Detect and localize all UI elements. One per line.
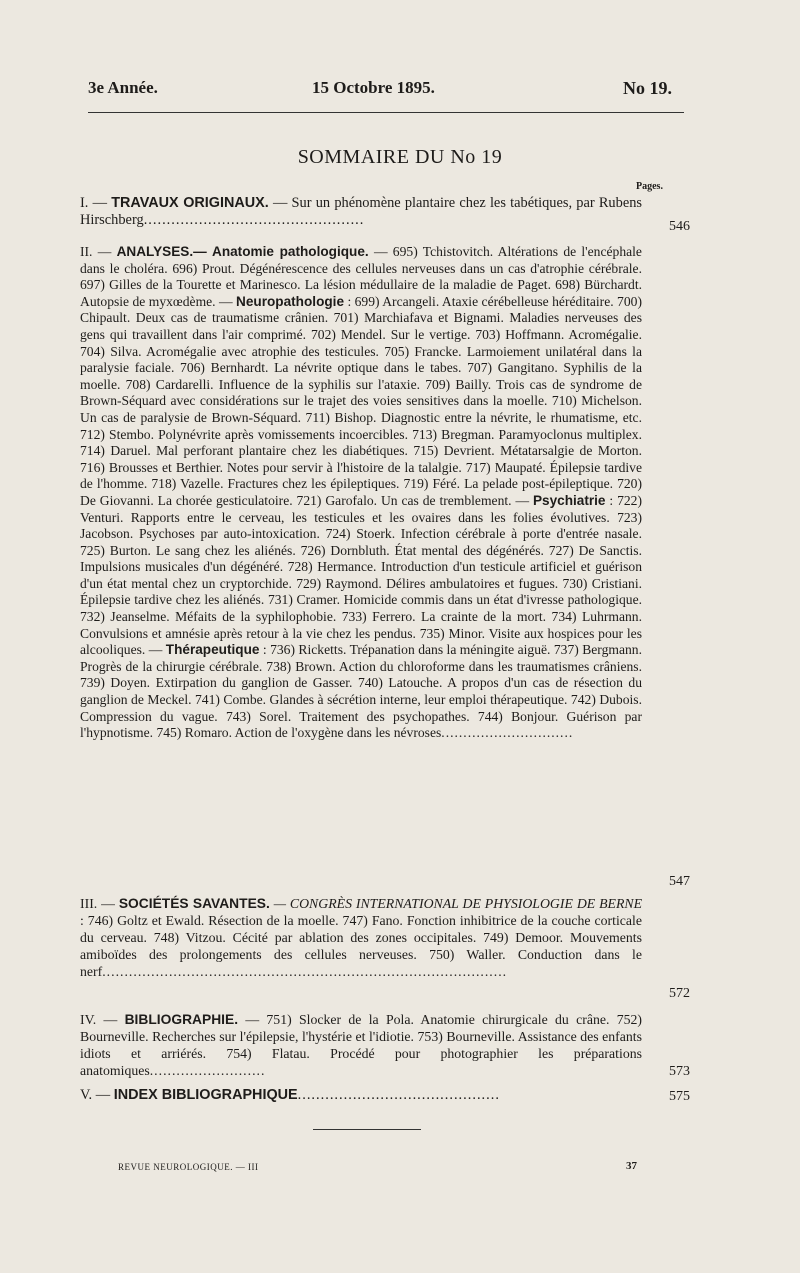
footer-page-number: 37 (626, 1160, 637, 1172)
page-header (88, 78, 672, 102)
section-number: V. — (80, 1087, 111, 1103)
page-title: SOMMAIRE DU No 19 (297, 146, 503, 168)
section-heading: ANALYSES.— (116, 244, 207, 259)
section-societes-savantes (80, 896, 642, 981)
section-number: II. — (80, 244, 112, 259)
leader-dots: ............................................ (297, 1087, 500, 1103)
section-text: : 699) Arcangeli. Ataxie cérébelleuse héréditaire. 700) Chipault. Deux cas de traumatisme crânien. 701) Marchiafava et Bignami. Maladies nerveuses des gens qui travaillent dans l'air comprimé. 702) Mendel. Sur le vertige. 703) Hoffmann. Acromégalie. 704) Silva. Acromégalie avec atrophie des testicules. 705) Francke. Larmoiement unilatéral dans la paralysie faciale. 706) Bernhardt. La névrite optique dans le tabes. 707) Gangitano. Syphilis de la moelle. 708) Cardarelli. Influence de la syphilis sur l'ataxie. 709) Bailly. Trois cas de syndrome de Brown-Séquard avec considérations sur le trajet des voies sensitives dans la moelle. 710) Michelson. Un cas de paralysie de Brown-Séquard. 711) Bishop. Diagnostic entre la névrite, le rhumatisme, etc. 712) Stembo. Polynévrite après vomissements incoercibles. 713) Bregman. Paramyoclonus multiplex. 714) Daruel. Mal perforant plantaire chez les diabétiques. 715) Devrient. Métatarsalgie de Morton. 716) Brousses et Berthier. Notes pour servir à l'histoire de la talalgie. 717) Maupaté. Épilepsie tardive de l'homme. 718) Vazelle. Fractures chez les épileptiques. 719) Féré. La pelade post-épileptique. 720) De Giovanni. La chorée gesticulatoire. 721) Garofalo. Un cas de tremblement. — (80, 293, 642, 508)
section-text: — 695) Tchistovitch. Altérations de l'encéphale dans le choléra. 696) Prout. Dégénérescence des cellules nerveuses dans un cas d'atrophie cérébrale. 697) Gilles de la Tourette et Marinesco. La lésion médullaire de la maladie de Paget. 698) Bürchardt. Autopsie de myxœdème. — (80, 244, 642, 309)
page-ref: 572 (669, 986, 690, 1001)
leader-dots: .............................. (441, 725, 574, 741)
section-text: : 722) Venturi. Rapports entre le cerveau, les testicules et les ovaires dans les folies évolutives. 723) Jacobson. Psychoses par auto-intoxication. 724) Stoerk. Infection cérébrale à porte d'entrée nasale. 725) Burton. Le sang chez les aliénés. 726) Dornbluth. État mental des dégénérés. 727) De Sanctis. Impulsions musicales d'un dégénéré. 728) Hermance. Introduction d'un testicule artificiel et guérison d'un état mental chez un cryptorchide. 729) Raymond. Délires ambulatoires et fugues. 730) Cristiani. Épilepsie tardive chez les aliénés. 731) Cramer. Homicide commis dans un état d'ivresse pathologique. 732) Jeanselme. Méfaits de la syphilophobie. 733) Ferrero. La crainte de la mort. 734) Luhrmann. Convulsions et amnésie après retour à la vie chez les pendus. 735) Minor. Visite aux hospices pour les alcooliques. — (80, 492, 643, 658)
subheading-neuropathologie: Neuropathologie (236, 293, 345, 309)
section-text: — Sur un phénomène plantaire chez les tabétiques, par Rubens Hirschberg (80, 195, 642, 228)
page-ref: 573 (669, 1064, 690, 1079)
section-text: : 746) Goltz et Ewald. Résection de la moelle. 747) Fano. Fonction inhibitrice de la couche corticale du cerveau. 748) Vitzou. Cécité par ablation des zones occipitales. 749) Demoor. Mouvements amiboïdes des prolongements des cellules nerveuses. 750) Waller. Conduction dans le nerf (80, 912, 642, 979)
header-issue-number: No 19. (623, 78, 672, 98)
header-year: 3e Année. (88, 78, 158, 97)
section-index (80, 1087, 642, 1104)
footer-journal: REVUE NEUROLOGIQUE. — III (118, 1162, 259, 1172)
section-heading: SOCIÉTÉS SAVANTES. (118, 896, 270, 911)
page-ref: 546 (669, 219, 690, 234)
section-number: III. — (80, 896, 115, 911)
subheading-psychiatrie: Psychiatrie (532, 492, 606, 508)
section-heading: INDEX BIBLIOGRAPHIQUE (113, 1087, 298, 1103)
section-heading: TRAVAUX ORIGINAUX. (111, 195, 269, 211)
section-heading: BIBLIOGRAPHIE. (124, 1012, 239, 1027)
section-text: — 751) Slocker de la Pola. Anatomie chirurgicale du crâne. 752) Bourneville. Recherches sur l'épilepsie, l'hystérie et l'idiotie. 753) Bourneville. Assistance des enfants idiots et arriérés. 754) Flatau. Procédé pour photographier les préparations anatomiques (80, 1012, 642, 1078)
section-text: : 736) Ricketts. Trépanation dans la méningite aiguë. 737) Bergmann. Progrès de la chirurgie cérébrale. 738) Brown. Action du chloroforme dans les traumatismes crâniens. 739) Doyen. Extirpation du ganglion de Gasser. 740) Latouche. A propos d'un cas de résection du ganglion de Meckel. 741) Combe. Glandes à sécrétion interne, leur emploi thérapeutique. 742) Dubois. Compression du vague. 743) Sorel. Traitement des psychopathes. 744) Bonjour. Guérison par l'hypnotisme. 745) Romaro. Action de l'oxygène dans les névroses (80, 642, 642, 741)
section-number: IV. — (80, 1012, 118, 1027)
page-ref: 575 (669, 1089, 690, 1104)
closing-rule (313, 1129, 421, 1130)
page-ref: 547 (669, 874, 690, 889)
section-bibliographie (80, 1011, 642, 1079)
subheading-anatomie: Anatomie pathologique. (212, 244, 369, 259)
pages-column-label: Pages. (636, 181, 663, 192)
subheading-congres: — CONGRÈS INTERNATIONAL DE PHYSIOLOGIE DE BERNE (273, 896, 643, 911)
header-rule (88, 112, 684, 113)
leader-dots: .......................... (149, 1063, 266, 1078)
section-analyses (80, 244, 642, 742)
header-date: 15 Octobre 1895. (312, 78, 435, 97)
leader-dots: ........................................................................................... (102, 963, 508, 979)
leader-dots: ................................................ (143, 211, 365, 228)
section-travaux-originaux (80, 195, 642, 229)
subheading-therapeutique: Thérapeutique (165, 642, 260, 658)
section-number: I. — (80, 195, 107, 211)
